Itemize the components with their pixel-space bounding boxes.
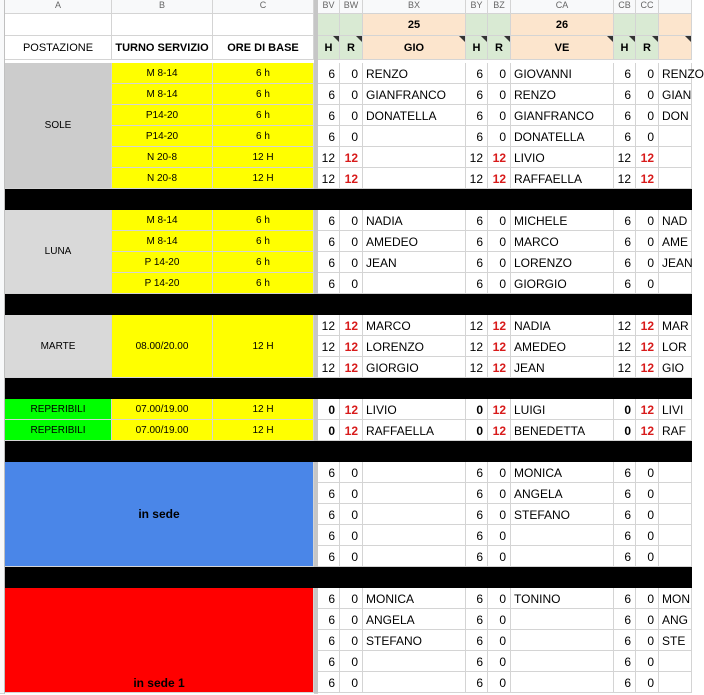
shift-cell[interactable]: N 20-8	[112, 168, 213, 189]
rest-cell[interactable]: 0	[488, 525, 511, 546]
shift-cell[interactable]: P14-20	[112, 126, 213, 147]
name-cell[interactable]: LOR	[659, 336, 692, 357]
rest-cell[interactable]: 12	[340, 315, 363, 336]
hours-cell[interactable]: 6	[614, 483, 636, 504]
rest-cell[interactable]: 0	[636, 546, 659, 567]
group-label-1[interactable]: LUNA	[5, 210, 112, 294]
rest-cell[interactable]: 0	[488, 273, 511, 294]
rest-cell[interactable]: 0	[340, 630, 363, 651]
name-cell[interactable]: GIAN	[659, 84, 692, 105]
rest-cell[interactable]: 0	[340, 252, 363, 273]
header-empty[interactable]	[112, 14, 213, 36]
hours-cell[interactable]: 6	[318, 630, 340, 651]
name-cell[interactable]: DON	[659, 105, 692, 126]
name-cell[interactable]: LORENZO	[363, 336, 466, 357]
hours-cell[interactable]: 6	[614, 630, 636, 651]
rest-cell[interactable]: 0	[340, 210, 363, 231]
hours-cell[interactable]: 0	[614, 420, 636, 441]
column-header[interactable]: A	[5, 0, 112, 14]
column-header[interactable]: CB	[614, 0, 636, 14]
hours-cell[interactable]: 6	[318, 63, 340, 84]
rest-cell[interactable]: 0	[340, 651, 363, 672]
separator-band	[5, 567, 692, 588]
name-cell[interactable]: RAFFAELLA	[363, 420, 466, 441]
rest-cell[interactable]: 0	[636, 588, 659, 609]
ore-cell[interactable]: 6 h	[213, 252, 314, 273]
shift-marte[interactable]: 08.00/20.00	[112, 315, 213, 378]
rest-cell[interactable]: 0	[636, 126, 659, 147]
hours-cell[interactable]: 6	[466, 252, 488, 273]
name-cell[interactable]: BENEDETTA	[511, 420, 614, 441]
rest-cell[interactable]: 0	[636, 273, 659, 294]
column-header[interactable]: BW	[340, 0, 363, 14]
name-cell[interactable]: NADIA	[363, 210, 466, 231]
header-turno[interactable]: TURNO SERVIZIO	[112, 36, 213, 60]
hours-cell[interactable]: 12	[466, 315, 488, 336]
hours-cell[interactable]: 6	[466, 504, 488, 525]
hours-cell[interactable]: 6	[614, 546, 636, 567]
column-header[interactable]: CA	[511, 0, 614, 14]
name-cell[interactable]: ANG	[659, 609, 692, 630]
group-label-4[interactable]: in sede 1	[5, 588, 314, 693]
name-cell[interactable]: NAD	[659, 210, 692, 231]
rest-cell[interactable]: 0	[636, 630, 659, 651]
hours-cell[interactable]: 0	[466, 420, 488, 441]
header-h[interactable]: H	[614, 36, 636, 60]
header-green[interactable]	[614, 14, 636, 36]
name-cell[interactable]	[511, 609, 614, 630]
hours-cell[interactable]: 6	[318, 273, 340, 294]
hours-cell[interactable]: 6	[318, 672, 340, 693]
name-cell[interactable]	[363, 525, 466, 546]
ore-cell[interactable]: 6 h	[213, 210, 314, 231]
rest-cell[interactable]: 12	[636, 147, 659, 168]
rest-cell[interactable]: 12	[488, 315, 511, 336]
name-cell[interactable]	[659, 504, 692, 525]
hours-cell[interactable]: 6	[614, 588, 636, 609]
hours-cell[interactable]: 6	[318, 609, 340, 630]
name-cell[interactable]	[511, 546, 614, 567]
header-day-name[interactable]: GIO	[363, 36, 466, 60]
ore-marte[interactable]: 12 H	[213, 315, 314, 378]
name-cell[interactable]: GIORGIO	[363, 357, 466, 378]
ore-cell[interactable]: 12 H	[213, 147, 314, 168]
header-postazione[interactable]: POSTAZIONE	[5, 36, 112, 60]
rest-cell[interactable]: 12	[636, 336, 659, 357]
name-cell[interactable]: RENZO	[659, 63, 692, 84]
name-cell[interactable]	[363, 651, 466, 672]
hours-cell[interactable]: 6	[318, 525, 340, 546]
group-label-3[interactable]: in sede	[5, 462, 314, 567]
name-cell[interactable]	[659, 126, 692, 147]
rest-cell[interactable]: 0	[488, 651, 511, 672]
hours-cell[interactable]: 6	[318, 588, 340, 609]
shift-cell[interactable]: P 14-20	[112, 273, 213, 294]
hours-cell[interactable]: 6	[318, 210, 340, 231]
name-cell[interactable]: LUIGI	[511, 399, 614, 420]
name-cell[interactable]	[659, 147, 692, 168]
ore-cell[interactable]: 6 h	[213, 273, 314, 294]
rest-cell[interactable]: 0	[340, 273, 363, 294]
rest-cell[interactable]: 0	[488, 630, 511, 651]
name-cell[interactable]: MICHELE	[511, 210, 614, 231]
name-cell[interactable]: LIVIO	[363, 399, 466, 420]
hours-cell[interactable]: 6	[466, 525, 488, 546]
hours-cell[interactable]: 6	[466, 273, 488, 294]
rest-cell[interactable]: 0	[636, 84, 659, 105]
rest-cell[interactable]: 12	[636, 357, 659, 378]
rest-cell[interactable]: 0	[340, 609, 363, 630]
name-cell[interactable]: STEFANO	[363, 630, 466, 651]
rest-cell[interactable]: 0	[340, 462, 363, 483]
rest-cell[interactable]: 0	[636, 210, 659, 231]
header-r[interactable]: R	[340, 36, 363, 60]
rest-cell[interactable]: 12	[340, 357, 363, 378]
hours-cell[interactable]: 6	[466, 84, 488, 105]
rest-cell[interactable]: 12	[488, 399, 511, 420]
hours-cell[interactable]: 0	[614, 399, 636, 420]
hours-cell[interactable]: 6	[614, 525, 636, 546]
shift-cell[interactable]: N 20-8	[112, 147, 213, 168]
hours-cell[interactable]: 6	[614, 210, 636, 231]
rest-cell[interactable]: 0	[488, 210, 511, 231]
header-r[interactable]: R	[488, 36, 511, 60]
header-empty[interactable]	[213, 14, 314, 36]
rest-cell[interactable]: 0	[488, 126, 511, 147]
name-cell[interactable]: STE	[659, 630, 692, 651]
rest-cell[interactable]: 0	[636, 105, 659, 126]
rest-cell[interactable]: 0	[488, 84, 511, 105]
hours-cell[interactable]: 6	[614, 63, 636, 84]
hours-cell[interactable]: 0	[466, 399, 488, 420]
ore-cell[interactable]: 12 H	[213, 420, 314, 441]
shift-cell[interactable]: M 8-14	[112, 63, 213, 84]
name-cell[interactable]	[363, 462, 466, 483]
name-cell[interactable]	[363, 672, 466, 693]
rest-cell[interactable]: 0	[340, 672, 363, 693]
name-cell[interactable]	[659, 483, 692, 504]
rest-cell[interactable]: 12	[488, 147, 511, 168]
column-header[interactable]: BY	[466, 0, 488, 14]
column-header	[659, 0, 692, 14]
rest-cell[interactable]: 0	[636, 462, 659, 483]
rest-cell[interactable]: 12	[636, 315, 659, 336]
hours-cell[interactable]: 6	[614, 609, 636, 630]
rest-cell[interactable]: 0	[636, 609, 659, 630]
name-cell[interactable]	[659, 672, 692, 693]
hours-cell[interactable]: 6	[318, 84, 340, 105]
hours-cell[interactable]: 12	[318, 336, 340, 357]
name-cell[interactable]	[659, 462, 692, 483]
rest-cell[interactable]: 0	[636, 252, 659, 273]
rest-cell[interactable]: 12	[488, 420, 511, 441]
hours-cell[interactable]: 6	[466, 546, 488, 567]
hours-cell[interactable]: 6	[466, 210, 488, 231]
rest-cell[interactable]: 0	[488, 672, 511, 693]
ore-cell[interactable]: 6 h	[213, 231, 314, 252]
name-cell[interactable]: DONATELLA	[511, 126, 614, 147]
name-cell[interactable]: MONICA	[363, 588, 466, 609]
hours-cell[interactable]: 12	[318, 315, 340, 336]
hours-cell[interactable]: 6	[318, 651, 340, 672]
name-cell[interactable]: ANGELA	[363, 609, 466, 630]
name-cell[interactable]: LORENZO	[511, 252, 614, 273]
day-number[interactable]: 26	[511, 14, 614, 36]
name-cell[interactable]	[363, 126, 466, 147]
shift-cell[interactable]: M 8-14	[112, 231, 213, 252]
ore-cell[interactable]: 12 H	[213, 168, 314, 189]
rest-cell[interactable]: 0	[636, 651, 659, 672]
day-number[interactable]: 25	[363, 14, 466, 36]
name-cell[interactable]: LIVI	[659, 399, 692, 420]
header-green[interactable]	[340, 14, 363, 36]
name-cell[interactable]	[363, 504, 466, 525]
hours-cell[interactable]: 6	[466, 609, 488, 630]
shift-cell[interactable]: P 14-20	[112, 252, 213, 273]
name-cell[interactable]: GIANFRANCO	[511, 105, 614, 126]
column-header[interactable]: BX	[363, 0, 466, 14]
rest-cell[interactable]: 0	[488, 609, 511, 630]
hours-cell[interactable]: 6	[614, 504, 636, 525]
separator-band	[5, 441, 692, 462]
name-cell[interactable]: LIVIO	[511, 147, 614, 168]
column-header[interactable]: B	[112, 0, 213, 14]
column-header[interactable]: CC	[636, 0, 659, 14]
hours-cell[interactable]: 12	[614, 357, 636, 378]
rest-cell[interactable]: 0	[636, 63, 659, 84]
name-cell[interactable]: GIO	[659, 357, 692, 378]
name-cell[interactable]	[363, 546, 466, 567]
name-cell[interactable]: JEAN	[659, 252, 692, 273]
shift-cell[interactable]: 07.00/19.00	[112, 420, 213, 441]
rest-cell[interactable]: 0	[636, 231, 659, 252]
hours-cell[interactable]: 0	[318, 399, 340, 420]
hours-cell[interactable]: 12	[466, 147, 488, 168]
name-cell[interactable]	[363, 168, 466, 189]
name-cell[interactable]	[511, 672, 614, 693]
hours-cell[interactable]: 12	[466, 336, 488, 357]
hours-cell[interactable]: 6	[318, 462, 340, 483]
name-cell[interactable]: RENZO	[511, 84, 614, 105]
hours-cell[interactable]: 6	[466, 630, 488, 651]
column-header[interactable]: C	[213, 0, 314, 14]
hours-cell[interactable]: 6	[614, 672, 636, 693]
hours-cell[interactable]: 6	[466, 63, 488, 84]
name-cell[interactable]: JEAN	[511, 357, 614, 378]
hours-cell[interactable]: 6	[614, 231, 636, 252]
hours-cell[interactable]: 12	[466, 357, 488, 378]
rest-cell[interactable]: 12	[340, 336, 363, 357]
hours-cell[interactable]: 12	[614, 147, 636, 168]
rest-cell[interactable]: 12	[340, 420, 363, 441]
name-cell[interactable]	[511, 651, 614, 672]
hours-cell[interactable]: 6	[614, 105, 636, 126]
name-cell[interactable]: GIANFRANCO	[363, 84, 466, 105]
ore-cell[interactable]: 6 h	[213, 63, 314, 84]
name-cell[interactable]	[363, 483, 466, 504]
rest-cell[interactable]: 0	[340, 84, 363, 105]
name-cell[interactable]	[659, 651, 692, 672]
ore-cell[interactable]: 6 h	[213, 84, 314, 105]
name-cell[interactable]: JEAN	[363, 252, 466, 273]
shift-cell[interactable]: M 8-14	[112, 84, 213, 105]
group-label-2[interactable]: MARTE	[5, 315, 112, 378]
hours-cell[interactable]: 6	[614, 273, 636, 294]
hours-cell[interactable]: 6	[466, 651, 488, 672]
shift-cell[interactable]: 07.00/19.00	[112, 399, 213, 420]
hours-cell[interactable]: 6	[318, 105, 340, 126]
rest-cell[interactable]: 12	[340, 147, 363, 168]
column-header[interactable]: BZ	[488, 0, 511, 14]
header-tan[interactable]	[659, 14, 692, 36]
header-r[interactable]: R	[636, 36, 659, 60]
rest-cell[interactable]: 0	[488, 105, 511, 126]
header-h[interactable]: H	[318, 36, 340, 60]
header-green[interactable]	[636, 14, 659, 36]
hours-cell[interactable]: 12	[318, 147, 340, 168]
name-cell[interactable]: MON	[659, 588, 692, 609]
name-cell[interactable]: STEFANO	[511, 504, 614, 525]
name-cell[interactable]	[659, 273, 692, 294]
name-cell[interactable]	[511, 630, 614, 651]
header-green[interactable]	[488, 14, 511, 36]
rest-cell[interactable]: 0	[636, 672, 659, 693]
rest-cell[interactable]: 0	[488, 546, 511, 567]
header-green[interactable]	[466, 14, 488, 36]
rest-cell[interactable]: 0	[340, 525, 363, 546]
separator-band	[5, 378, 692, 399]
separator-band	[5, 189, 692, 210]
name-cell[interactable]: RAF	[659, 420, 692, 441]
name-cell[interactable]	[659, 525, 692, 546]
hours-cell[interactable]: 6	[614, 126, 636, 147]
name-cell[interactable]	[659, 546, 692, 567]
rest-cell[interactable]: 0	[340, 63, 363, 84]
rest-cell[interactable]: 12	[636, 168, 659, 189]
rest-cell[interactable]: 12	[340, 399, 363, 420]
header-empty[interactable]	[5, 14, 112, 36]
reperibili-label[interactable]: REPERIBILI	[5, 420, 112, 441]
name-cell[interactable]	[659, 168, 692, 189]
hours-cell[interactable]: 12	[614, 315, 636, 336]
name-cell[interactable]: NADIA	[511, 315, 614, 336]
rest-cell[interactable]: 0	[636, 504, 659, 525]
hours-cell[interactable]: 6	[466, 588, 488, 609]
rest-cell[interactable]: 0	[488, 231, 511, 252]
ore-cell[interactable]: 6 h	[213, 126, 314, 147]
hours-cell[interactable]: 6	[614, 252, 636, 273]
rest-cell[interactable]: 0	[636, 483, 659, 504]
hours-cell[interactable]: 6	[614, 651, 636, 672]
hours-cell[interactable]: 6	[614, 462, 636, 483]
shift-cell[interactable]: P14-20	[112, 105, 213, 126]
rest-cell[interactable]: 0	[488, 588, 511, 609]
rest-cell[interactable]: 0	[340, 126, 363, 147]
ore-cell[interactable]: 6 h	[213, 105, 314, 126]
rest-cell[interactable]: 0	[340, 504, 363, 525]
hours-cell[interactable]: 6	[466, 126, 488, 147]
name-cell[interactable]: AME	[659, 231, 692, 252]
hours-cell[interactable]: 12	[614, 168, 636, 189]
rest-cell[interactable]: 0	[636, 525, 659, 546]
name-cell[interactable]: ANGELA	[511, 483, 614, 504]
hours-cell[interactable]: 6	[614, 84, 636, 105]
hours-cell[interactable]: 6	[466, 105, 488, 126]
rest-cell[interactable]: 0	[340, 105, 363, 126]
hours-cell[interactable]: 6	[318, 504, 340, 525]
name-cell[interactable]: AMEDEO	[511, 336, 614, 357]
rest-cell[interactable]: 12	[636, 420, 659, 441]
hours-cell[interactable]: 12	[318, 357, 340, 378]
hours-cell[interactable]: 6	[318, 231, 340, 252]
reperibili-label[interactable]: REPERIBILI	[5, 399, 112, 420]
name-cell[interactable]	[363, 147, 466, 168]
hours-cell[interactable]: 12	[466, 168, 488, 189]
rest-cell[interactable]: 0	[488, 462, 511, 483]
rest-cell[interactable]: 0	[488, 252, 511, 273]
rest-cell[interactable]: 0	[488, 504, 511, 525]
name-cell[interactable]: TONINO	[511, 588, 614, 609]
name-cell[interactable]: MARCO	[363, 315, 466, 336]
header-h[interactable]: H	[466, 36, 488, 60]
hours-cell[interactable]: 12	[614, 336, 636, 357]
rest-cell[interactable]: 0	[488, 483, 511, 504]
header-ore[interactable]: ORE DI BASE	[213, 36, 314, 60]
name-cell[interactable]: DONATELLA	[363, 105, 466, 126]
hours-cell[interactable]: 6	[318, 126, 340, 147]
hours-cell[interactable]: 6	[318, 252, 340, 273]
name-cell[interactable]: GIORGIO	[511, 273, 614, 294]
shift-cell[interactable]: M 8-14	[112, 210, 213, 231]
separator-band	[5, 294, 692, 315]
hours-cell[interactable]: 6	[318, 546, 340, 567]
header-green[interactable]	[318, 14, 340, 36]
hours-cell[interactable]: 12	[318, 168, 340, 189]
hours-cell[interactable]: 0	[318, 420, 340, 441]
rest-cell[interactable]: 0	[340, 588, 363, 609]
rest-cell[interactable]: 0	[488, 63, 511, 84]
hours-cell[interactable]: 6	[466, 231, 488, 252]
rest-cell[interactable]: 0	[340, 231, 363, 252]
name-cell[interactable]	[511, 525, 614, 546]
name-cell[interactable]	[363, 273, 466, 294]
hours-cell[interactable]: 6	[466, 483, 488, 504]
group-label-0[interactable]: SOLE	[5, 63, 112, 189]
hours-cell[interactable]: 6	[318, 483, 340, 504]
name-cell[interactable]: MONICA	[511, 462, 614, 483]
rest-cell[interactable]: 12	[488, 336, 511, 357]
name-cell[interactable]: MAR	[659, 315, 692, 336]
rest-cell[interactable]: 12	[488, 168, 511, 189]
rest-cell[interactable]: 12	[488, 357, 511, 378]
name-cell[interactable]: RAFFAELLA	[511, 168, 614, 189]
header-tan[interactable]	[659, 36, 692, 60]
hours-cell[interactable]: 6	[466, 672, 488, 693]
name-cell[interactable]: AMEDEO	[363, 231, 466, 252]
header-day-name[interactable]: VE	[511, 36, 614, 60]
rest-cell[interactable]: 0	[340, 483, 363, 504]
rest-cell[interactable]: 12	[340, 168, 363, 189]
name-cell[interactable]: MARCO	[511, 231, 614, 252]
name-cell[interactable]: RENZO	[363, 63, 466, 84]
rest-cell[interactable]: 0	[340, 546, 363, 567]
rest-cell[interactable]: 12	[636, 399, 659, 420]
column-header[interactable]: BV	[318, 0, 340, 14]
name-cell[interactable]: GIOVANNI	[511, 63, 614, 84]
hours-cell[interactable]: 6	[466, 462, 488, 483]
ore-cell[interactable]: 12 H	[213, 399, 314, 420]
